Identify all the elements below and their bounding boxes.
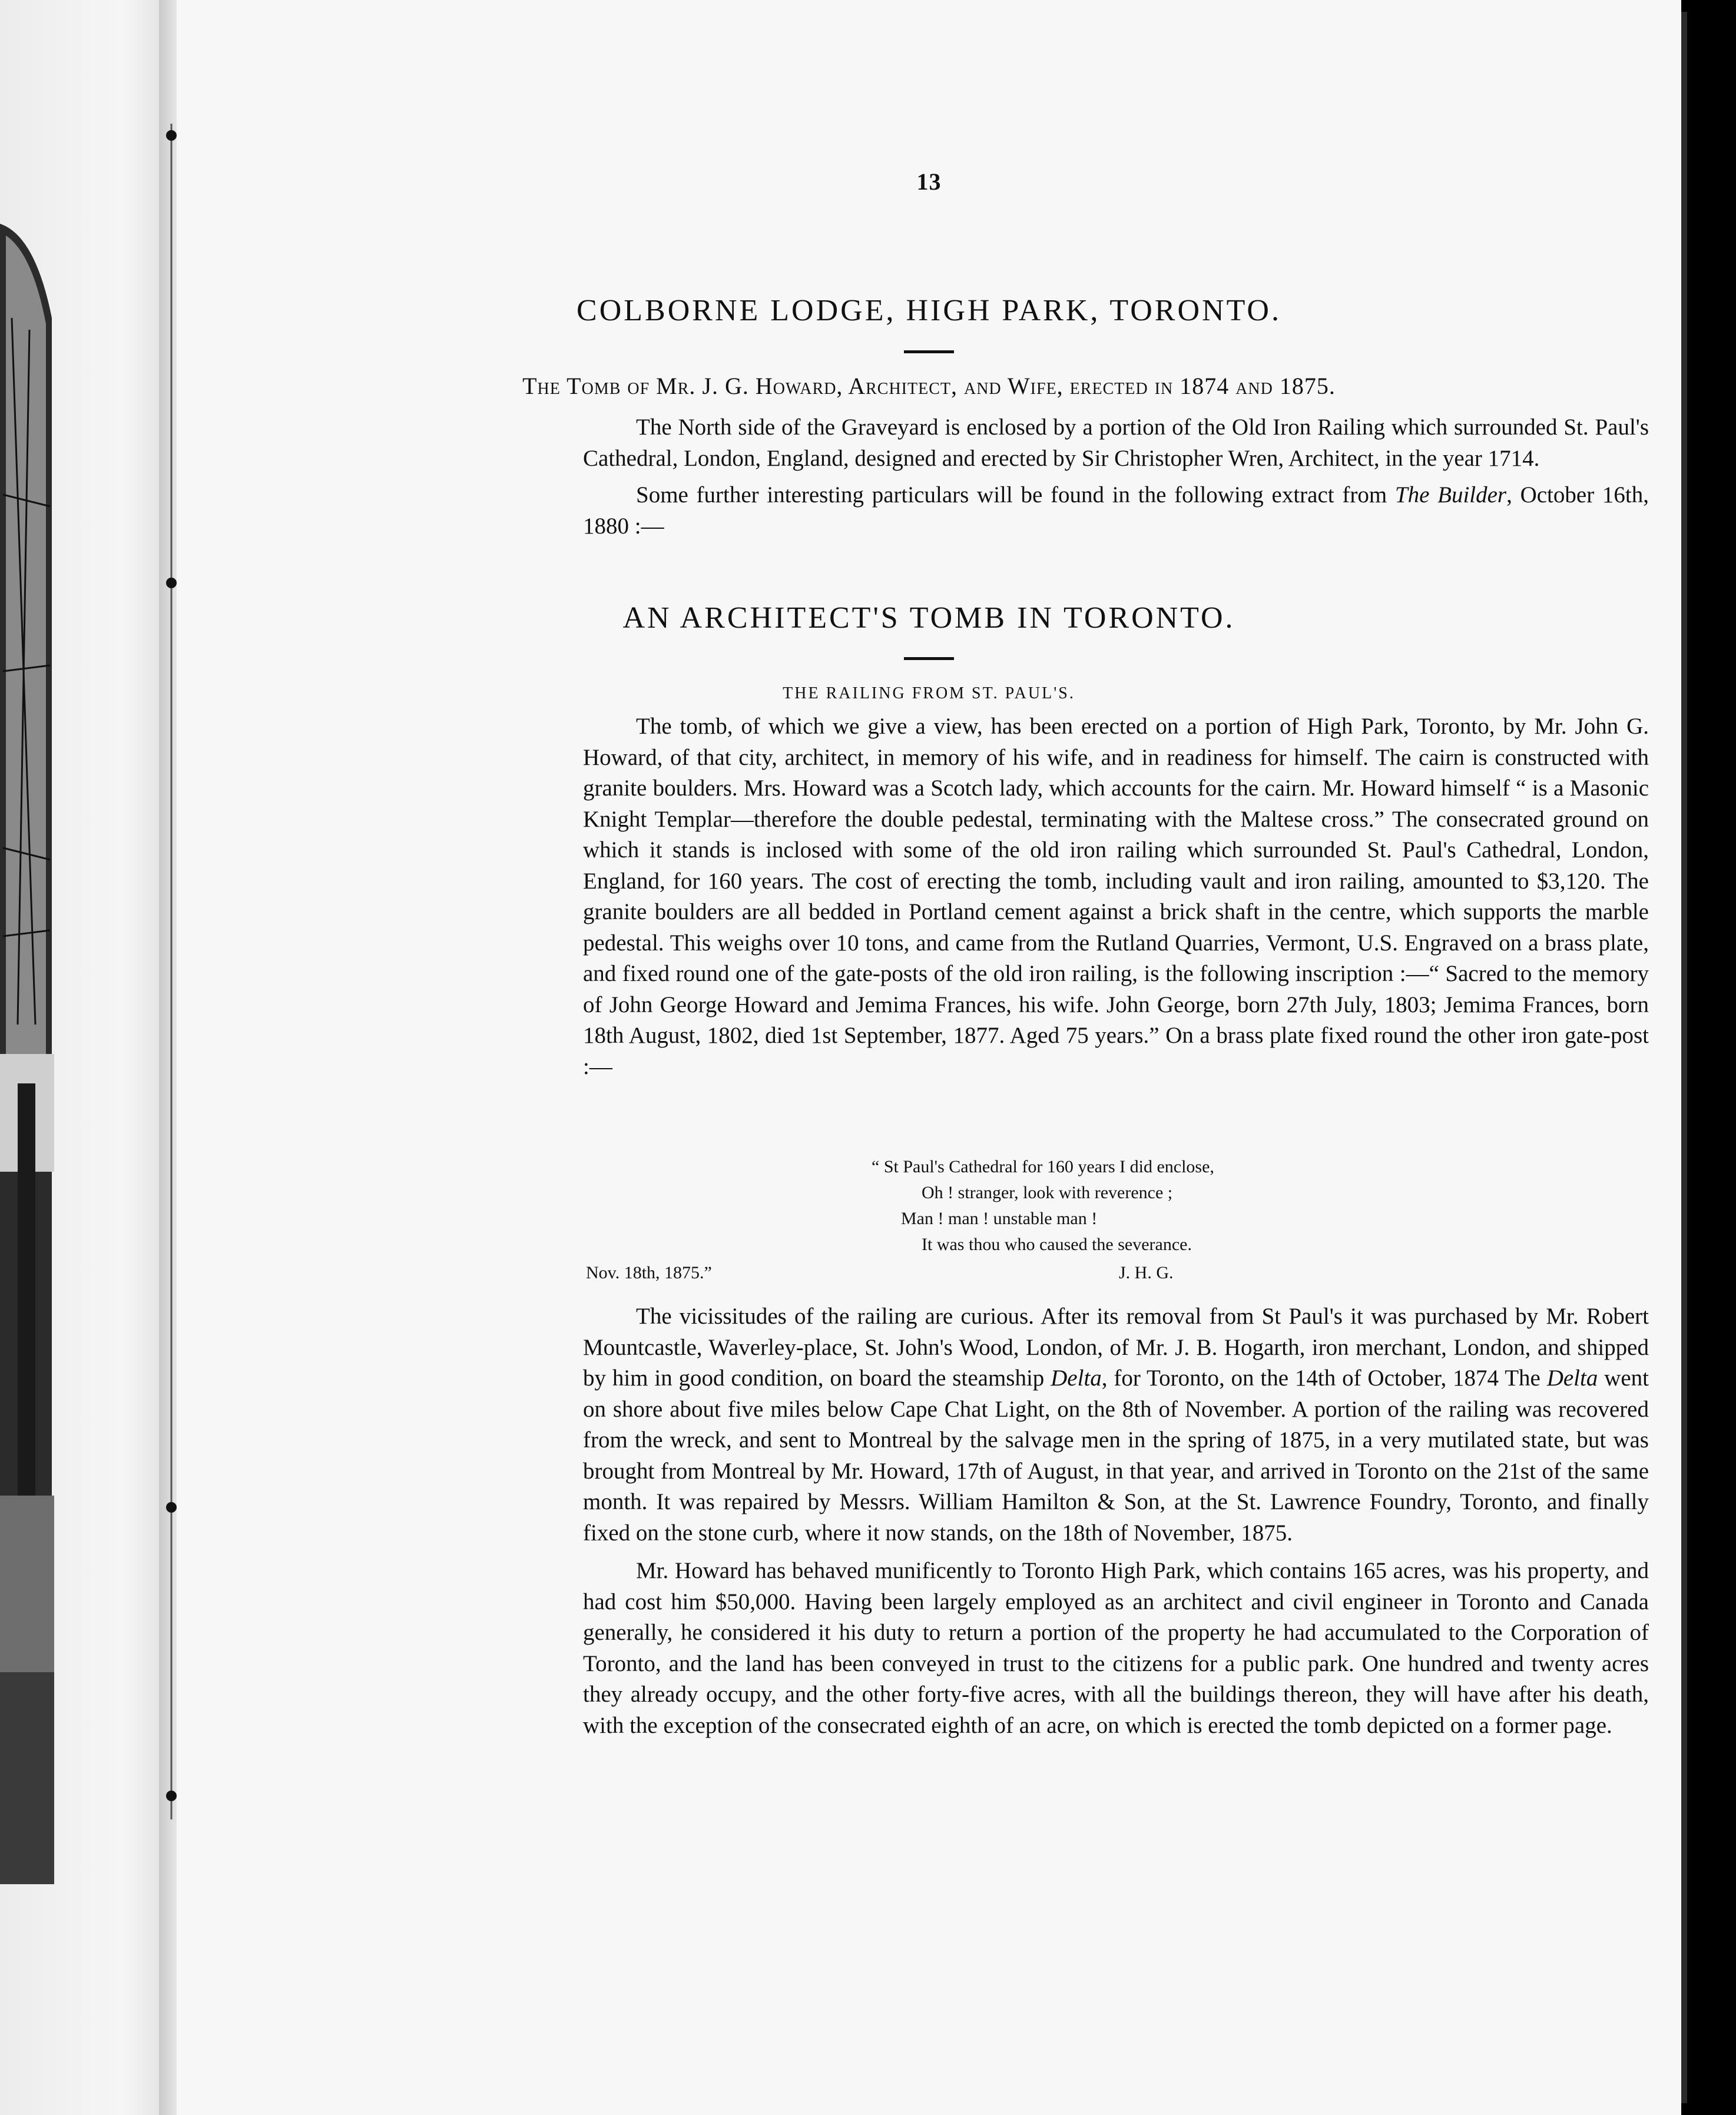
- verse-date: Nov. 18th, 1875.”: [586, 1263, 712, 1282]
- intro-paragraph-2: Some further interesting particulars will be found in the following extract from The Builder, October 16th, 1880 :—: [583, 482, 1649, 539]
- intro-paragraph-1: The North side of the Graveyard is enclosed by a portion of the Old Iron Railing which surrounded St. Paul's Cathedral, London, England, designed and erected by Sir Christopher Wren, Architect, in the year 1714.: [583, 415, 1649, 471]
- page-number: 13: [916, 168, 942, 195]
- body-paragraph-1: The tomb, of which we give a view, has been erected on a portion of High Park, Toronto, by Mr. John G. Howard, of that city, architect, in memory of his wife, and in readiness for himself. The cairn is constructed with granite boulders. Mrs. Howard was a Scotch lady, which accounts for the cairn. Mr. Howard himself “ is a Masonic Knight Templar—therefore the double pedestal, terminating with the Maltese cross.” The consecrated ground on which it stands is inclosed with some of the old iron railing which surrounded St. Paul's Cathedral, London, England, for 160 years. The cost of erecting the tomb, including vault and iron railing, amounted to $3,120. The granite boulders are all bedded in Portland cement against a brick shaft in the centre, which supports the marble pedestal. This weighs over 10 tons, and came from the Rutland Quarries, Vermont, U.S. Engraved on a brass plate, and fixed round one of the gate-posts of the old iron railing, is the following inscription :—“ Sacred to the memory of John George Howard and Jemima Frances, his wife. John George, born 27th July, 1803; Jemima Frances, born 18th August, 1802, died 1st September, 1877. Aged 75 years.” On a brass plate fixed round the other iron gate-post :—: [583, 714, 1649, 1079]
- section-subtitle: THE RAILING FROM ST. PAUL'S.: [783, 684, 1075, 702]
- tomb-heading: The Tomb of Mr. J. G. Howard, Architect, and Wife, erected in 1874 and 1875.: [522, 373, 1336, 399]
- right-page-edge: [1681, 0, 1736, 2115]
- body-paragraph-2: The vicissitudes of the railing are curious. After its removal from St Paul's it was purchased by Mr. Robert Mountcastle, Waverley-place, St. John's Wood, London, of Mr. J. B. Hogarth, iron merchant, London, and shipped by him in good condition, on board the steamship Delta, for Toronto, on the 14th of October, 1874 The Delta went on shore about five miles below Cape Chat Light, on the 8th of November. A portion of the railing was recovered from the wreck, and sent to Montreal by the salvage men in the spring of 1875, in a very mutilated state, but was brought from Montreal by Mr. Howard, 17th of August, in that year, and arrived in Toronto on the 21st of the same month. It was repaired by Messrs. William Hamilton & Son, at the St. Lawrence Foundry, Toronto, and finally fixed on the stone curb, where it now stands, on the 18th of November, 1875. Mr. Howard has behaved munificently to Toronto High Park, which contains 165 acres, was his property, and had cost him $50,000. Having been largely employed as an architect and civil engineer in Toronto and Canada generally, he considered it his duty to return a portion of the property he had accumulated to the Corporation of Toronto, and the land has been conveyed in trust to the citizens for a public park. One hundred and twenty acres they already occupy, and the other forty-five acres, with all the buildings thereon, they will have after his death, with the exception of the consecrated eighth of an acre, on which is erected the tomb depicted on a former page.: [583, 1301, 1649, 1741]
- title-rule: [904, 350, 954, 353]
- section-rule: [904, 657, 954, 660]
- intro-text: [583, 412, 1649, 542]
- body-paragraph-3: Mr. Howard has behaved munificently to Toronto High Park, which contains 165 acres, was his property, and had cost him $50,000. Having been largely employed as an architect and civil engineer in Toronto and Canada generally, he considered it his duty to return a portion of the property he had accumulated to the Corporation of Toronto, and the land has been conveyed in trust to the citizens for a public park. One hundred and twenty acres they already occupy, and the other forty-five acres, with all the buildings thereon, they will have after his death, with the exception of the consecrated eighth of an acre, on which is erected the tomb depicted on a former page.: [583, 1558, 1649, 1738]
- verse-signature: J. H. G.: [1119, 1263, 1174, 1282]
- verse-line-2: Oh ! stranger, look with reverence ;: [922, 1183, 1173, 1202]
- facing-page-edge: [0, 0, 177, 2115]
- page-title: COLBORNE LODGE, HIGH PARK, TORONTO.: [577, 294, 1281, 327]
- verse-line-1: “ St Paul's Cathedral for 160 years I did enclose,: [872, 1157, 1214, 1176]
- facing-engraving-fragment: [0, 200, 54, 1884]
- page: [177, 0, 1681, 2115]
- verse-line-4: It was thou who caused the severance.: [922, 1235, 1192, 1254]
- verse-line-3: Man ! man ! unstable man !: [901, 1209, 1098, 1228]
- section-title: AN ARCHITECT'S TOMB IN TORONTO.: [622, 601, 1235, 635]
